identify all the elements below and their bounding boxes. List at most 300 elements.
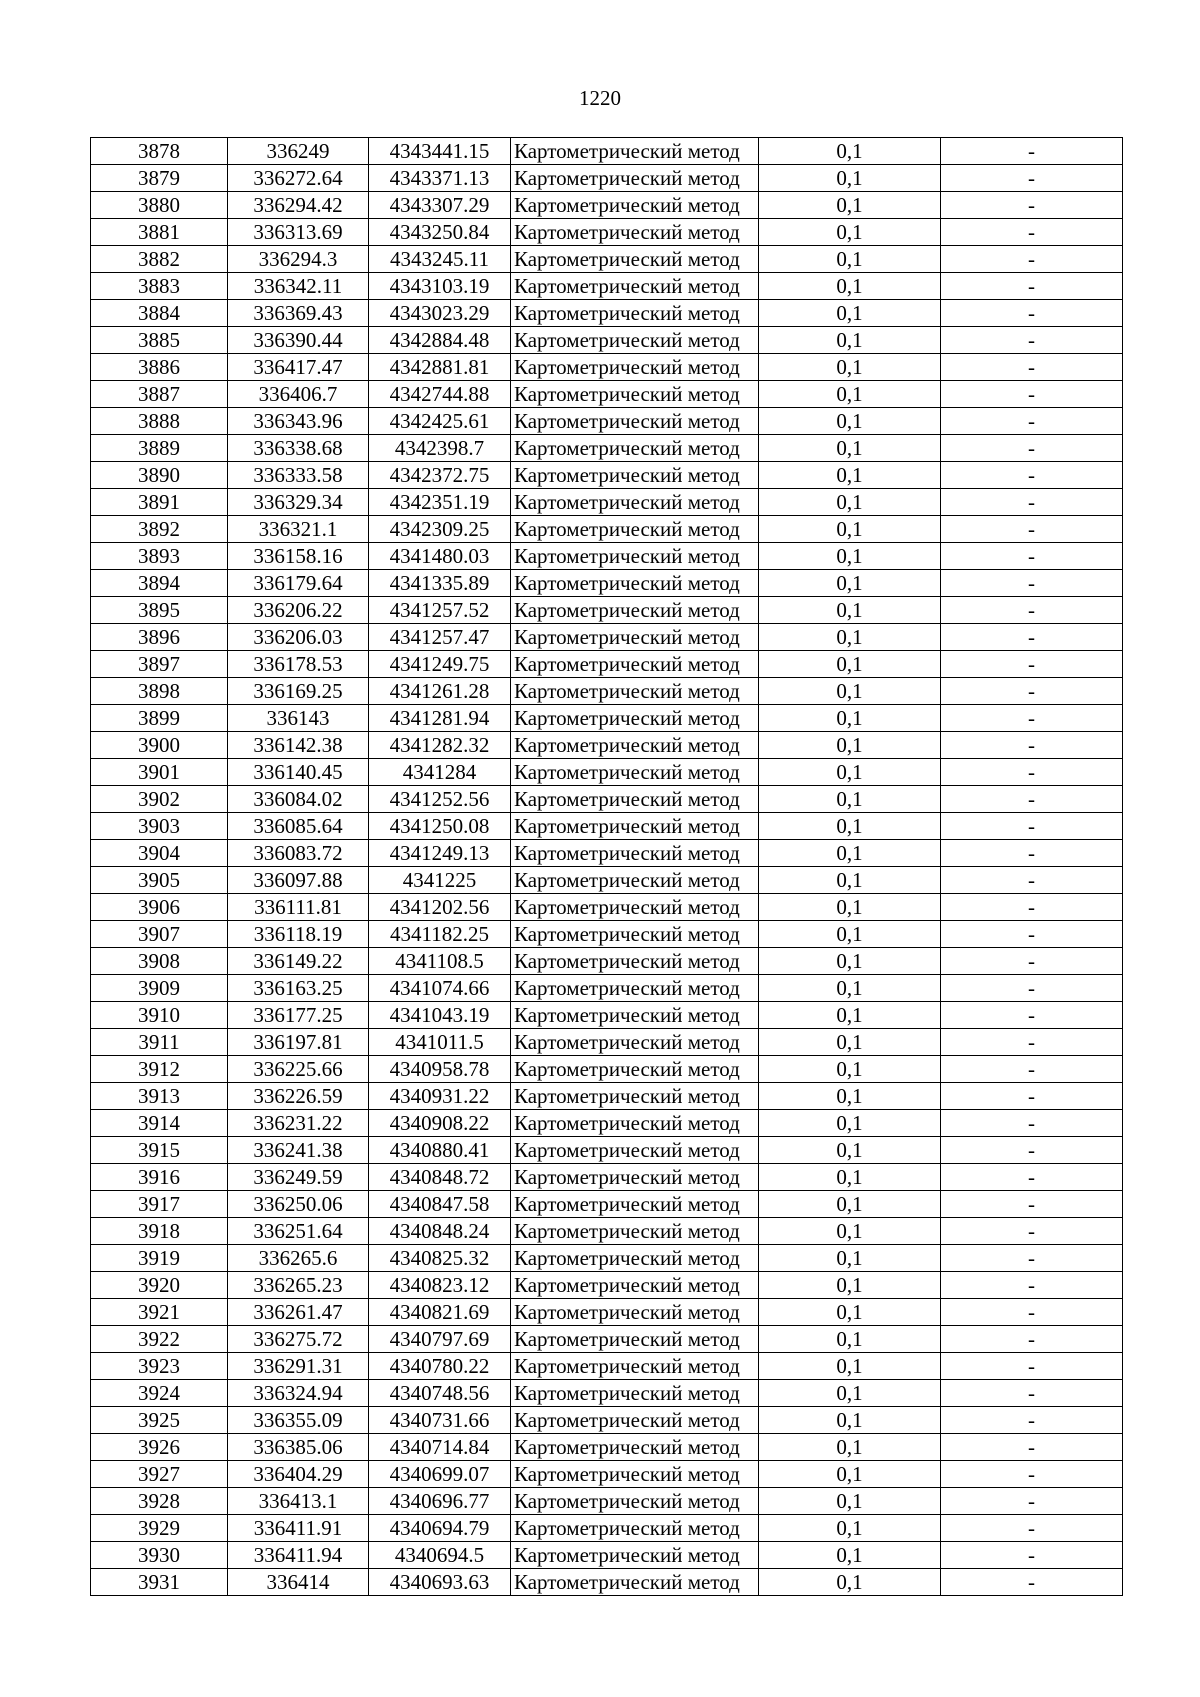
x-coordinate-cell: 336169.25 (228, 678, 369, 705)
y-coordinate-cell: 4340780.22 (369, 1353, 511, 1380)
y-coordinate-cell: 4340847.58 (369, 1191, 511, 1218)
point-number-cell: 3905 (91, 867, 228, 894)
method-cell: Картометрический метод (511, 1029, 759, 1056)
note-cell: - (941, 1488, 1123, 1515)
y-coordinate-cell: 4341335.89 (369, 570, 511, 597)
accuracy-cell: 0,1 (759, 354, 941, 381)
point-number-cell: 3916 (91, 1164, 228, 1191)
accuracy-cell: 0,1 (759, 192, 941, 219)
note-cell: - (941, 354, 1123, 381)
point-number-cell: 3887 (91, 381, 228, 408)
note-cell: - (941, 138, 1123, 165)
point-number-cell: 3901 (91, 759, 228, 786)
accuracy-cell: 0,1 (759, 597, 941, 624)
accuracy-cell: 0,1 (759, 408, 941, 435)
accuracy-cell: 0,1 (759, 786, 941, 813)
x-coordinate-cell: 336329.34 (228, 489, 369, 516)
note-cell: - (941, 408, 1123, 435)
y-coordinate-cell: 4340848.24 (369, 1218, 511, 1245)
point-number-cell: 3927 (91, 1461, 228, 1488)
point-number-cell: 3914 (91, 1110, 228, 1137)
method-cell: Картометрический метод (511, 1542, 759, 1569)
point-number-cell: 3907 (91, 921, 228, 948)
y-coordinate-cell: 4340931.22 (369, 1083, 511, 1110)
y-coordinate-cell: 4341257.47 (369, 624, 511, 651)
method-cell: Картометрический метод (511, 1488, 759, 1515)
note-cell: - (941, 1434, 1123, 1461)
table-row (91, 1515, 1123, 1542)
method-cell: Картометрический метод (511, 678, 759, 705)
note-cell: - (941, 813, 1123, 840)
point-number-cell: 3888 (91, 408, 228, 435)
table-row (91, 624, 1123, 651)
method-cell: Картометрический метод (511, 165, 759, 192)
y-coordinate-cell: 4343307.29 (369, 192, 511, 219)
note-cell: - (941, 1029, 1123, 1056)
point-number-cell: 3899 (91, 705, 228, 732)
point-number-cell: 3880 (91, 192, 228, 219)
point-number-cell: 3908 (91, 948, 228, 975)
method-cell: Картометрический метод (511, 327, 759, 354)
method-cell: Картометрический метод (511, 381, 759, 408)
point-number-cell: 3929 (91, 1515, 228, 1542)
table-row (91, 1407, 1123, 1434)
y-coordinate-cell: 4340821.69 (369, 1299, 511, 1326)
point-number-cell: 3882 (91, 246, 228, 273)
page-number: 1220 (579, 86, 621, 110)
x-coordinate-cell: 336411.94 (228, 1542, 369, 1569)
note-cell: - (941, 1002, 1123, 1029)
accuracy-cell: 0,1 (759, 1326, 941, 1353)
table-row (91, 516, 1123, 543)
table-row (91, 759, 1123, 786)
method-cell: Картометрический метод (511, 1380, 759, 1407)
x-coordinate-cell: 336390.44 (228, 327, 369, 354)
y-coordinate-cell: 4340825.32 (369, 1245, 511, 1272)
y-coordinate-cell: 4340748.56 (369, 1380, 511, 1407)
point-number-cell: 3894 (91, 570, 228, 597)
note-cell: - (941, 624, 1123, 651)
table-row (91, 1272, 1123, 1299)
y-coordinate-cell: 4340696.77 (369, 1488, 511, 1515)
method-cell: Картометрический метод (511, 921, 759, 948)
accuracy-cell: 0,1 (759, 1299, 941, 1326)
y-coordinate-cell: 4343245.11 (369, 246, 511, 273)
accuracy-cell: 0,1 (759, 894, 941, 921)
note-cell: - (941, 975, 1123, 1002)
method-cell: Картометрический метод (511, 1110, 759, 1137)
x-coordinate-cell: 336085.64 (228, 813, 369, 840)
method-cell: Картометрический метод (511, 1353, 759, 1380)
table-row (91, 813, 1123, 840)
point-number-cell: 3924 (91, 1380, 228, 1407)
note-cell: - (941, 1137, 1123, 1164)
note-cell: - (941, 1191, 1123, 1218)
method-cell: Картометрический метод (511, 624, 759, 651)
method-cell: Картометрический метод (511, 543, 759, 570)
method-cell: Картометрический метод (511, 867, 759, 894)
accuracy-cell: 0,1 (759, 840, 941, 867)
table-row (91, 489, 1123, 516)
x-coordinate-cell: 336251.64 (228, 1218, 369, 1245)
note-cell: - (941, 1299, 1123, 1326)
x-coordinate-cell: 336178.53 (228, 651, 369, 678)
method-cell: Картометрический метод (511, 1569, 759, 1596)
table-row (91, 1461, 1123, 1488)
method-cell: Картометрический метод (511, 786, 759, 813)
accuracy-cell: 0,1 (759, 921, 941, 948)
point-number-cell: 3893 (91, 543, 228, 570)
accuracy-cell: 0,1 (759, 1515, 941, 1542)
x-coordinate-cell: 336140.45 (228, 759, 369, 786)
note-cell: - (941, 1245, 1123, 1272)
accuracy-cell: 0,1 (759, 624, 941, 651)
y-coordinate-cell: 4341225 (369, 867, 511, 894)
note-cell: - (941, 1110, 1123, 1137)
y-coordinate-cell: 4341284 (369, 759, 511, 786)
point-number-cell: 3898 (91, 678, 228, 705)
point-number-cell: 3878 (91, 138, 228, 165)
note-cell: - (941, 192, 1123, 219)
method-cell: Картометрический метод (511, 597, 759, 624)
table-row (91, 1245, 1123, 1272)
y-coordinate-cell: 4341249.75 (369, 651, 511, 678)
y-coordinate-cell: 4342351.19 (369, 489, 511, 516)
x-coordinate-cell: 336249 (228, 138, 369, 165)
point-number-cell: 3915 (91, 1137, 228, 1164)
method-cell: Картометрический метод (511, 1002, 759, 1029)
y-coordinate-cell: 4340797.69 (369, 1326, 511, 1353)
table-row (91, 381, 1123, 408)
table-row (91, 975, 1123, 1002)
point-number-cell: 3879 (91, 165, 228, 192)
point-number-cell: 3926 (91, 1434, 228, 1461)
coordinates-table-body (91, 138, 1123, 1596)
note-cell: - (941, 327, 1123, 354)
point-number-cell: 3886 (91, 354, 228, 381)
y-coordinate-cell: 4341011.5 (369, 1029, 511, 1056)
table-row (91, 732, 1123, 759)
accuracy-cell: 0,1 (759, 813, 941, 840)
point-number-cell: 3910 (91, 1002, 228, 1029)
table-row (91, 894, 1123, 921)
method-cell: Картометрический метод (511, 1245, 759, 1272)
accuracy-cell: 0,1 (759, 570, 941, 597)
table-row (91, 1083, 1123, 1110)
note-cell: - (941, 1353, 1123, 1380)
y-coordinate-cell: 4342425.61 (369, 408, 511, 435)
x-coordinate-cell: 336158.16 (228, 543, 369, 570)
method-cell: Картометрический метод (511, 1164, 759, 1191)
method-cell: Картометрический метод (511, 651, 759, 678)
point-number-cell: 3896 (91, 624, 228, 651)
y-coordinate-cell: 4341480.03 (369, 543, 511, 570)
method-cell: Картометрический метод (511, 759, 759, 786)
note-cell: - (941, 543, 1123, 570)
accuracy-cell: 0,1 (759, 1056, 941, 1083)
note-cell: - (941, 246, 1123, 273)
y-coordinate-cell: 4340694.5 (369, 1542, 511, 1569)
x-coordinate-cell: 336294.42 (228, 192, 369, 219)
y-coordinate-cell: 4341249.13 (369, 840, 511, 867)
accuracy-cell: 0,1 (759, 138, 941, 165)
table-row (91, 543, 1123, 570)
x-coordinate-cell: 336324.94 (228, 1380, 369, 1407)
point-number-cell: 3925 (91, 1407, 228, 1434)
point-number-cell: 3931 (91, 1569, 228, 1596)
x-coordinate-cell: 336225.66 (228, 1056, 369, 1083)
x-coordinate-cell: 336231.22 (228, 1110, 369, 1137)
method-cell: Картометрический метод (511, 138, 759, 165)
method-cell: Картометрический метод (511, 1515, 759, 1542)
point-number-cell: 3885 (91, 327, 228, 354)
point-number-cell: 3918 (91, 1218, 228, 1245)
y-coordinate-cell: 4343250.84 (369, 219, 511, 246)
x-coordinate-cell: 336241.38 (228, 1137, 369, 1164)
accuracy-cell: 0,1 (759, 1002, 941, 1029)
note-cell: - (941, 1407, 1123, 1434)
table-row (91, 867, 1123, 894)
method-cell: Картометрический метод (511, 1407, 759, 1434)
x-coordinate-cell: 336291.31 (228, 1353, 369, 1380)
accuracy-cell: 0,1 (759, 1380, 941, 1407)
point-number-cell: 3911 (91, 1029, 228, 1056)
table-row (91, 435, 1123, 462)
table-row (91, 651, 1123, 678)
note-cell: - (941, 840, 1123, 867)
table-row (91, 246, 1123, 273)
accuracy-cell: 0,1 (759, 489, 941, 516)
note-cell: - (941, 219, 1123, 246)
y-coordinate-cell: 4342881.81 (369, 354, 511, 381)
accuracy-cell: 0,1 (759, 1137, 941, 1164)
table-row (91, 1056, 1123, 1083)
y-coordinate-cell: 4343371.13 (369, 165, 511, 192)
note-cell: - (941, 1569, 1123, 1596)
accuracy-cell: 0,1 (759, 300, 941, 327)
method-cell: Картометрический метод (511, 246, 759, 273)
note-cell: - (941, 1164, 1123, 1191)
accuracy-cell: 0,1 (759, 732, 941, 759)
table-row (91, 408, 1123, 435)
note-cell: - (941, 1515, 1123, 1542)
point-number-cell: 3895 (91, 597, 228, 624)
method-cell: Картометрический метод (511, 1299, 759, 1326)
method-cell: Картометрический метод (511, 894, 759, 921)
y-coordinate-cell: 4343023.29 (369, 300, 511, 327)
x-coordinate-cell: 336261.47 (228, 1299, 369, 1326)
note-cell: - (941, 732, 1123, 759)
point-number-cell: 3889 (91, 435, 228, 462)
point-number-cell: 3912 (91, 1056, 228, 1083)
x-coordinate-cell: 336163.25 (228, 975, 369, 1002)
note-cell: - (941, 381, 1123, 408)
point-number-cell: 3920 (91, 1272, 228, 1299)
method-cell: Картометрический метод (511, 219, 759, 246)
note-cell: - (941, 516, 1123, 543)
method-cell: Картометрический метод (511, 300, 759, 327)
table-row (91, 273, 1123, 300)
table-row (91, 462, 1123, 489)
point-number-cell: 3883 (91, 273, 228, 300)
method-cell: Картометрический метод (511, 354, 759, 381)
x-coordinate-cell: 336118.19 (228, 921, 369, 948)
accuracy-cell: 0,1 (759, 462, 941, 489)
method-cell: Картометрический метод (511, 570, 759, 597)
y-coordinate-cell: 4341252.56 (369, 786, 511, 813)
point-number-cell: 3922 (91, 1326, 228, 1353)
note-cell: - (941, 705, 1123, 732)
y-coordinate-cell: 4342744.88 (369, 381, 511, 408)
table-row (91, 597, 1123, 624)
accuracy-cell: 0,1 (759, 1164, 941, 1191)
method-cell: Картометрический метод (511, 273, 759, 300)
accuracy-cell: 0,1 (759, 165, 941, 192)
x-coordinate-cell: 336084.02 (228, 786, 369, 813)
accuracy-cell: 0,1 (759, 381, 941, 408)
method-cell: Картометрический метод (511, 192, 759, 219)
accuracy-cell: 0,1 (759, 1245, 941, 1272)
table-row (91, 1569, 1123, 1596)
table-row (91, 1380, 1123, 1407)
point-number-cell: 3921 (91, 1299, 228, 1326)
table-row (91, 1542, 1123, 1569)
table-row (91, 1326, 1123, 1353)
note-cell: - (941, 1380, 1123, 1407)
x-coordinate-cell: 336272.64 (228, 165, 369, 192)
accuracy-cell: 0,1 (759, 273, 941, 300)
y-coordinate-cell: 4340731.66 (369, 1407, 511, 1434)
accuracy-cell: 0,1 (759, 543, 941, 570)
table-row (91, 921, 1123, 948)
y-coordinate-cell: 4341261.28 (369, 678, 511, 705)
note-cell: - (941, 1056, 1123, 1083)
table-row (91, 570, 1123, 597)
note-cell: - (941, 300, 1123, 327)
note-cell: - (941, 948, 1123, 975)
accuracy-cell: 0,1 (759, 1218, 941, 1245)
coordinates-table (90, 137, 1123, 1596)
x-coordinate-cell: 336417.47 (228, 354, 369, 381)
y-coordinate-cell: 4341202.56 (369, 894, 511, 921)
method-cell: Картометрический метод (511, 1056, 759, 1083)
accuracy-cell: 0,1 (759, 246, 941, 273)
method-cell: Картометрический метод (511, 1272, 759, 1299)
accuracy-cell: 0,1 (759, 1407, 941, 1434)
y-coordinate-cell: 4341074.66 (369, 975, 511, 1002)
y-coordinate-cell: 4340848.72 (369, 1164, 511, 1191)
y-coordinate-cell: 4340880.41 (369, 1137, 511, 1164)
x-coordinate-cell: 336343.96 (228, 408, 369, 435)
accuracy-cell: 0,1 (759, 516, 941, 543)
table-row (91, 786, 1123, 813)
method-cell: Картометрический метод (511, 975, 759, 1002)
point-number-cell: 3884 (91, 300, 228, 327)
y-coordinate-cell: 4343441.15 (369, 138, 511, 165)
y-coordinate-cell: 4340908.22 (369, 1110, 511, 1137)
y-coordinate-cell: 4341043.19 (369, 1002, 511, 1029)
table-row (91, 1488, 1123, 1515)
table-row (91, 300, 1123, 327)
y-coordinate-cell: 4340823.12 (369, 1272, 511, 1299)
method-cell: Картометрический метод (511, 1083, 759, 1110)
x-coordinate-cell: 336333.58 (228, 462, 369, 489)
y-coordinate-cell: 4342884.48 (369, 327, 511, 354)
x-coordinate-cell: 336294.3 (228, 246, 369, 273)
note-cell: - (941, 921, 1123, 948)
y-coordinate-cell: 4340694.79 (369, 1515, 511, 1542)
note-cell: - (941, 1218, 1123, 1245)
point-number-cell: 3923 (91, 1353, 228, 1380)
x-coordinate-cell: 336404.29 (228, 1461, 369, 1488)
note-cell: - (941, 489, 1123, 516)
note-cell: - (941, 165, 1123, 192)
table-row (91, 705, 1123, 732)
note-cell: - (941, 759, 1123, 786)
method-cell: Картометрический метод (511, 516, 759, 543)
y-coordinate-cell: 4341282.32 (369, 732, 511, 759)
method-cell: Картометрический метод (511, 462, 759, 489)
note-cell: - (941, 786, 1123, 813)
table-row (91, 1110, 1123, 1137)
point-number-cell: 3904 (91, 840, 228, 867)
y-coordinate-cell: 4342372.75 (369, 462, 511, 489)
note-cell: - (941, 1083, 1123, 1110)
point-number-cell: 3903 (91, 813, 228, 840)
x-coordinate-cell: 336413.1 (228, 1488, 369, 1515)
table-row (91, 219, 1123, 246)
method-cell: Картометрический метод (511, 1434, 759, 1461)
point-number-cell: 3900 (91, 732, 228, 759)
point-number-cell: 3919 (91, 1245, 228, 1272)
x-coordinate-cell: 336342.11 (228, 273, 369, 300)
accuracy-cell: 0,1 (759, 705, 941, 732)
note-cell: - (941, 678, 1123, 705)
x-coordinate-cell: 336369.43 (228, 300, 369, 327)
y-coordinate-cell: 4340699.07 (369, 1461, 511, 1488)
y-coordinate-cell: 4342309.25 (369, 516, 511, 543)
accuracy-cell: 0,1 (759, 327, 941, 354)
point-number-cell: 3917 (91, 1191, 228, 1218)
accuracy-cell: 0,1 (759, 1272, 941, 1299)
y-coordinate-cell: 4343103.19 (369, 273, 511, 300)
y-coordinate-cell: 4340714.84 (369, 1434, 511, 1461)
method-cell: Картометрический метод (511, 948, 759, 975)
note-cell: - (941, 597, 1123, 624)
table-row (91, 1137, 1123, 1164)
method-cell: Картометрический метод (511, 705, 759, 732)
point-number-cell: 3909 (91, 975, 228, 1002)
y-coordinate-cell: 4341250.08 (369, 813, 511, 840)
accuracy-cell: 0,1 (759, 759, 941, 786)
accuracy-cell: 0,1 (759, 867, 941, 894)
accuracy-cell: 0,1 (759, 678, 941, 705)
x-coordinate-cell: 336197.81 (228, 1029, 369, 1056)
accuracy-cell: 0,1 (759, 435, 941, 462)
method-cell: Картометрический метод (511, 435, 759, 462)
table-row (91, 165, 1123, 192)
table-row (91, 1218, 1123, 1245)
y-coordinate-cell: 4341281.94 (369, 705, 511, 732)
accuracy-cell: 0,1 (759, 1083, 941, 1110)
x-coordinate-cell: 336265.23 (228, 1272, 369, 1299)
accuracy-cell: 0,1 (759, 1353, 941, 1380)
table-row (91, 1029, 1123, 1056)
method-cell: Картометрический метод (511, 1326, 759, 1353)
method-cell: Картометрический метод (511, 489, 759, 516)
x-coordinate-cell: 336265.6 (228, 1245, 369, 1272)
accuracy-cell: 0,1 (759, 1569, 941, 1596)
